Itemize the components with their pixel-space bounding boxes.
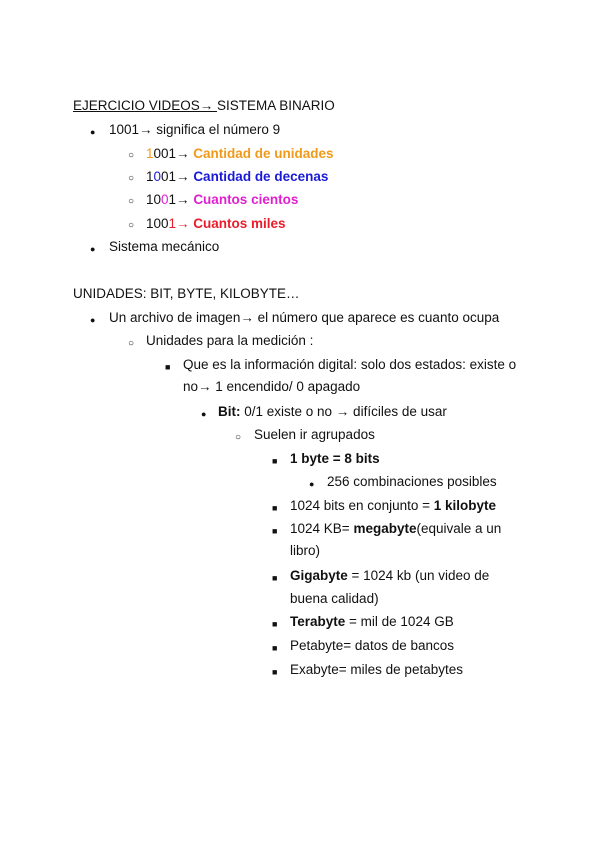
bullet-dot (309, 474, 314, 493)
digit: 10 (146, 192, 162, 207)
digit: 0 (153, 169, 162, 184)
bullet-square (272, 614, 277, 633)
label-unidades: Cantidad de unidades (193, 146, 334, 161)
digit: 01→ (161, 169, 194, 184)
list-item-continuation: buena calidad) (290, 591, 379, 606)
list-item: 1001→ significa el número 9 (109, 122, 281, 137)
label-miles: Cuantos miles (193, 216, 286, 231)
bullet-circle (128, 145, 134, 165)
list-item-unidades (146, 145, 334, 163)
list-item-byte: 1 byte = 8 bits (290, 451, 380, 466)
bullet-dot (90, 239, 95, 258)
digit: 1→ (168, 216, 194, 231)
tera-text: = mil de 1024 GB (345, 614, 454, 629)
section-title-unidades: UNIDADES: BIT, BYTE, KILOBYTE… (73, 286, 300, 301)
digit: 1→ (168, 192, 194, 207)
bullet-square (272, 638, 277, 657)
list-item: Unidades para la medición : (146, 333, 314, 348)
bullet-square (272, 521, 277, 540)
digit: 001→ (153, 146, 194, 161)
section-title-binario (73, 97, 335, 115)
bullet-square (272, 498, 277, 517)
bullet-dot (201, 404, 206, 423)
list-item: 256 combinaciones posibles (327, 474, 497, 489)
tera-label: Terabyte (290, 614, 346, 629)
label-cientos: Cuantos cientos (193, 192, 299, 207)
kilobyte-text: 1024 bits en conjunto = (290, 498, 434, 513)
list-item-continuation: libro) (290, 543, 321, 558)
kilobyte-label: 1 kilobyte (433, 498, 497, 513)
list-item-terabyte (290, 613, 454, 631)
list-item-petabyte: Petabyte= datos de bancos (290, 638, 454, 653)
list-item: Que es la información digital: solo dos estados: existe o (183, 357, 517, 372)
list-item: Sistema mecánico (109, 239, 220, 254)
list-item-miles (146, 215, 286, 233)
bullet-circle (128, 215, 134, 235)
bullet-square (272, 568, 277, 587)
giga-text: = 1024 kb (un video de (347, 568, 490, 583)
title-rest: SISTEMA BINARIO (217, 98, 335, 113)
list-item-bit (218, 403, 447, 421)
list-item-gigabyte (290, 567, 489, 585)
list-item-kilobyte (290, 497, 496, 515)
bullet-circle (128, 191, 134, 211)
bullet-circle (128, 168, 134, 188)
bullet-square (165, 357, 170, 376)
label-decenas: Cantidad de decenas (193, 169, 329, 184)
digit: 100 (146, 216, 169, 231)
list-item-cientos (146, 191, 298, 209)
title-underlined: EJERCICIO VIDEOS→ (73, 98, 218, 113)
mega-prefix: 1024 KB= (290, 521, 354, 536)
list-item: Suelen ir agrupados (254, 427, 375, 442)
bullet-circle (128, 333, 134, 353)
digit: 1 (146, 146, 154, 161)
giga-label: Gigabyte (290, 568, 348, 583)
bullet-square (272, 451, 277, 470)
list-item: Un archivo de imagen→ el número que aparece es cuanto ocupa (109, 310, 500, 325)
bullet-square (272, 662, 277, 681)
list-item-continuation: no→ 1 encendido/ 0 apagado (183, 379, 361, 394)
digit: 0 (161, 192, 169, 207)
bullet-dot (90, 310, 95, 329)
list-item-decenas (146, 168, 328, 186)
bit-text: 0/1 existe o no → difíciles de usar (240, 404, 447, 419)
bit-label: Bit: (218, 404, 241, 419)
digit: 1 (146, 169, 154, 184)
bullet-circle (235, 427, 241, 447)
mega-label: megabyte (353, 521, 417, 536)
list-item-megabyte (290, 520, 501, 538)
mega-suffix: (equivale a un (416, 521, 502, 536)
bullet-dot (90, 122, 95, 141)
list-item-exabyte: Exabyte= miles de petabytes (290, 662, 463, 677)
